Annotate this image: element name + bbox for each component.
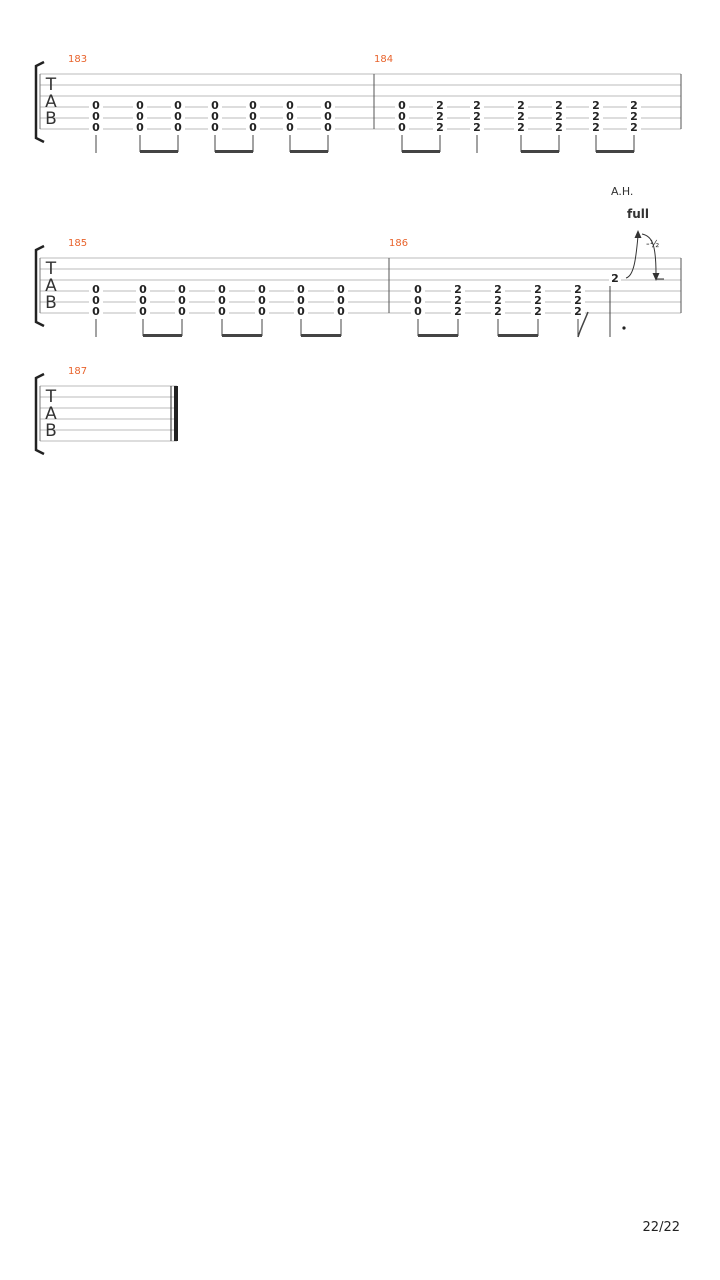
fret-number: 0	[286, 99, 294, 112]
fret-number: 2	[630, 121, 638, 134]
fret-number: 2	[494, 294, 502, 307]
fret-number: 2	[592, 121, 600, 134]
fret-number: 2	[630, 99, 638, 112]
fret-number: 2	[534, 294, 542, 307]
tab-system-2	[36, 185, 681, 337]
note-chord	[215, 283, 229, 318]
fret-number: 0	[136, 99, 144, 112]
fret-number: 2	[534, 283, 542, 296]
fret-number: 0	[211, 110, 219, 123]
fret-number: 0	[249, 121, 257, 134]
fret-number: 2	[555, 99, 563, 112]
fret-number: 0	[139, 294, 147, 307]
dot	[622, 326, 625, 329]
tab-clef-b: B	[45, 293, 57, 313]
fret-number: 0	[398, 110, 406, 123]
note-chord	[589, 99, 603, 134]
fret-number: 2	[555, 121, 563, 134]
tab-system-3	[36, 366, 178, 454]
fret-number: 2	[517, 110, 525, 123]
fret-number: 2	[436, 110, 444, 123]
fret-number: 0	[297, 283, 305, 296]
note-chord	[514, 99, 528, 134]
page-number: 22/22	[642, 1220, 680, 1235]
tab-clef-t: T	[45, 259, 57, 279]
fret-number: 0	[92, 110, 100, 123]
fret-number: 0	[337, 283, 345, 296]
bend-amount-label: full	[627, 207, 649, 221]
fret-number: 0	[218, 305, 226, 318]
fret-number: 0	[324, 121, 332, 134]
bend-note-fret: 2	[611, 272, 619, 285]
fret-number: 2	[534, 305, 542, 318]
fret-number: 2	[436, 99, 444, 112]
fret-number: 0	[174, 110, 182, 123]
fret-number: 2	[436, 121, 444, 134]
note-chord	[552, 99, 566, 134]
measure-number: 184	[374, 54, 394, 65]
note-chord	[411, 283, 425, 318]
fret-number: 0	[324, 99, 332, 112]
note-chord	[133, 99, 147, 134]
harmonic-label: A.H.	[611, 185, 634, 198]
fret-number: 0	[139, 305, 147, 318]
fret-number: 0	[324, 110, 332, 123]
rhythm-beams	[418, 334, 538, 337]
tab-clef-t: T	[45, 387, 57, 407]
measure-number: 183	[68, 54, 88, 65]
note-chord	[171, 99, 185, 134]
fret-number: 0	[286, 121, 294, 134]
fret-number: 2	[574, 294, 582, 307]
fret-number: 0	[92, 305, 100, 318]
fret-number: 0	[178, 294, 186, 307]
note-chord	[89, 283, 103, 318]
fret-number: 0	[249, 110, 257, 123]
release-amount-label: -½	[646, 239, 660, 250]
measure-number: 185	[68, 238, 88, 249]
fret-number: 0	[218, 294, 226, 307]
fret-number: 0	[211, 121, 219, 134]
fret-number: 2	[592, 99, 600, 112]
fret-number: 2	[473, 110, 481, 123]
bend-arrowhead	[635, 230, 642, 238]
fret-number: 0	[178, 283, 186, 296]
fret-number: 2	[555, 110, 563, 123]
note-chord	[334, 283, 348, 318]
tab-clef-b: B	[45, 421, 57, 441]
note-chord	[89, 99, 103, 134]
fret-number: 0	[398, 99, 406, 112]
rhythm-beams	[143, 334, 341, 337]
fret-number: 2	[517, 121, 525, 134]
note-chord	[531, 283, 545, 318]
fret-number: 2	[473, 99, 481, 112]
fret-number: 2	[517, 99, 525, 112]
fret-number: 0	[286, 110, 294, 123]
harmonic-bend	[609, 185, 664, 337]
fret-number: 2	[454, 283, 462, 296]
note-chord	[208, 99, 222, 134]
fret-number: 0	[139, 283, 147, 296]
fret-number: 0	[218, 283, 226, 296]
fret-number: 0	[92, 283, 100, 296]
tab-clef-b: B	[45, 109, 57, 129]
fret-number: 0	[92, 121, 100, 134]
fret-number: 2	[473, 121, 481, 134]
fret-number: 0	[136, 110, 144, 123]
fret-number: 0	[337, 294, 345, 307]
fret-number: 2	[574, 283, 582, 296]
note-chord	[627, 99, 641, 134]
fret-number: 0	[174, 121, 182, 134]
fret-number: 0	[337, 305, 345, 318]
tab-clef-a: A	[45, 276, 57, 296]
fret-number: 0	[414, 283, 422, 296]
fret-number: 0	[249, 99, 257, 112]
note-chord	[255, 283, 269, 318]
fret-number: 0	[211, 99, 219, 112]
note-chord	[321, 99, 335, 134]
bend-curve	[626, 236, 638, 278]
note-chord	[491, 283, 505, 318]
fret-number: 0	[178, 305, 186, 318]
final-barline-thick	[174, 386, 178, 441]
fret-number: 0	[258, 305, 266, 318]
fret-number: 2	[592, 110, 600, 123]
fret-number: 0	[174, 99, 182, 112]
note-chord	[175, 283, 189, 318]
fret-number: 0	[136, 121, 144, 134]
note-chord	[395, 99, 409, 134]
fret-number: 0	[414, 294, 422, 307]
fret-number: 0	[414, 305, 422, 318]
fret-number: 0	[92, 99, 100, 112]
measure-number: 186	[389, 238, 409, 249]
fret-number: 0	[398, 121, 406, 134]
rhythm-beams	[140, 150, 328, 153]
fret-number: 2	[494, 283, 502, 296]
fret-number: 2	[630, 110, 638, 123]
fret-number: 2	[454, 305, 462, 318]
note-chord	[470, 99, 484, 134]
measure-number: 187	[68, 366, 88, 377]
fret-number: 0	[258, 294, 266, 307]
note-chord	[246, 99, 260, 134]
tab-clef-t: T	[45, 75, 57, 95]
fret-number: 0	[92, 294, 100, 307]
tab-clef-a: A	[45, 404, 57, 424]
fret-number: 2	[494, 305, 502, 318]
rhythm-beams	[402, 150, 634, 153]
fret-number: 2	[574, 305, 582, 318]
fret-number: 0	[297, 305, 305, 318]
note-chord	[433, 99, 447, 134]
fret-number: 0	[297, 294, 305, 307]
fret-number: 2	[454, 294, 462, 307]
note-chord	[294, 283, 308, 318]
note-chord	[283, 99, 297, 134]
staff-lines	[40, 386, 177, 441]
fret-number: 0	[258, 283, 266, 296]
note-chord	[451, 283, 465, 318]
note-chord	[571, 283, 585, 318]
tab-system-1	[36, 54, 681, 153]
note-chord	[136, 283, 150, 318]
tab-clef-a: A	[45, 92, 57, 112]
